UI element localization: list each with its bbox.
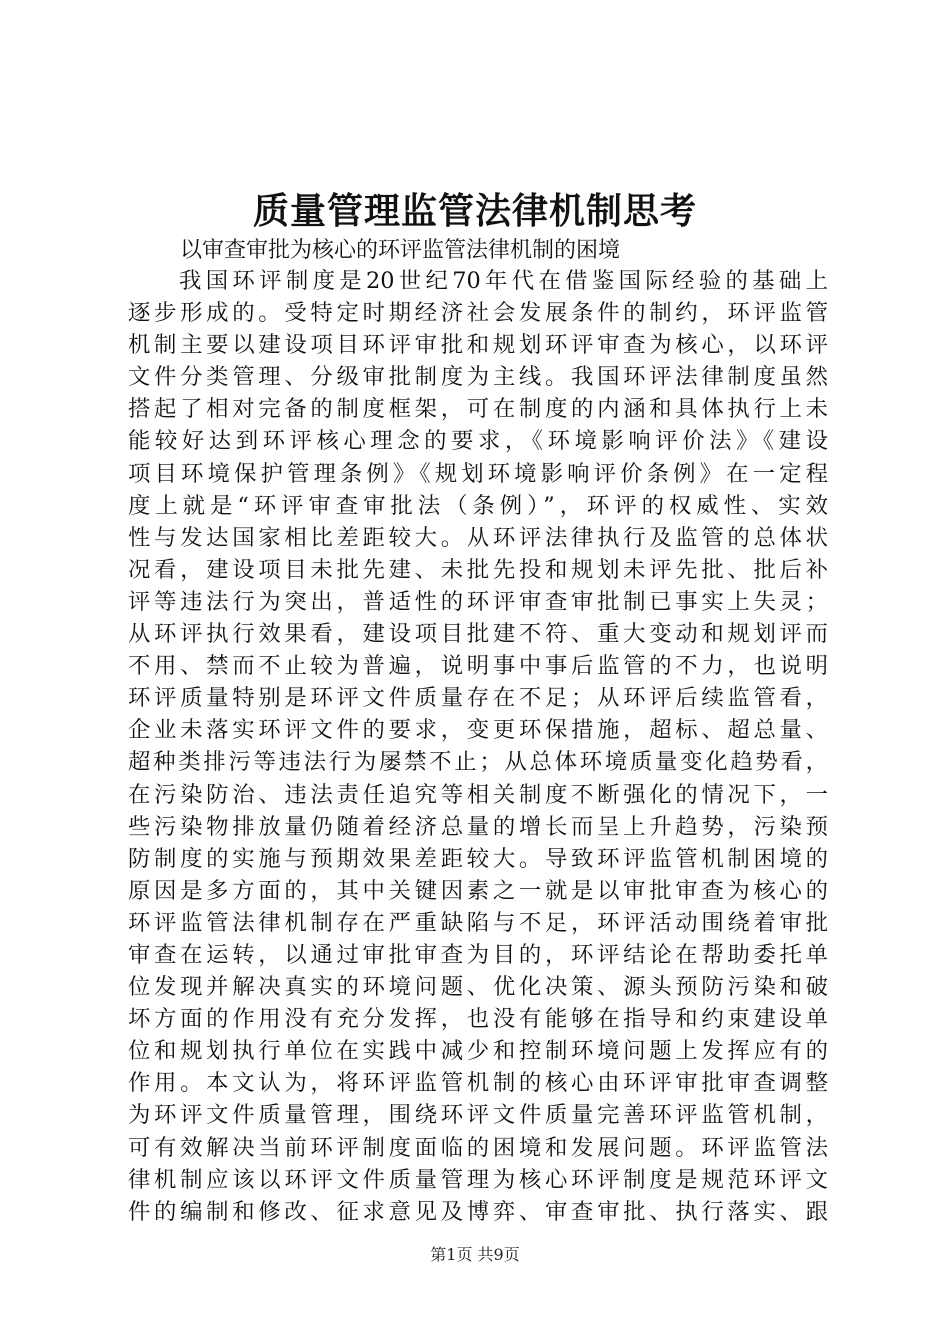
paragraph-line: 些污染物排放量仍随着经济总量的增长而呈上升趋势，污染预 [128,813,828,840]
paragraph-line: 文件分类管理、分级审批制度为主线。我国环评法律制度虽然 [128,364,828,391]
paragraph-line: 搭起了相对完备的制度框架，可在制度的内涵和具体执行上未 [128,396,828,423]
paragraph-line: 项目环境保护管理条例》《规划环境影响评价条例》在一定程 [128,460,828,487]
paragraph-line: 在污染防治、违法责任追究等相关制度不断强化的情况下，一 [128,781,828,808]
paragraph-line: 为环评文件质量管理，围绕环评文件质量完善环评监管机制， [128,1102,828,1129]
paragraph-line: 作用。本文认为，将环评监管机制的核心由环评审批审查调整 [128,1070,828,1097]
paragraph-line: 坏方面的作用没有充分发挥，也没有能够在指导和约束建设单 [128,1006,828,1033]
paragraph-line: 不用、禁而不止较为普遍，说明事中事后监管的不力，也说明 [128,653,828,680]
paragraph-line: 位发现并解决真实的环境问题、优化决策、源头预防污染和破 [128,974,828,1001]
section-heading: 以审查审批为核心的环评监管法律机制的困境 [180,238,621,263]
paragraph-line: 性与发达国家相比差距较大。从环评法律执行及监管的总体状 [128,524,828,551]
paragraph-line: 机制主要以建设项目环评审批和规划环评审查为核心，以环评 [128,332,828,359]
paragraph-line: 逐步形成的。受特定时期经济社会发展条件的制约，环评监管 [128,300,828,327]
paragraph-line: 况看，建设项目未批先建、未批先投和规划未评先批、批后补 [128,556,828,583]
paragraph-line: 企业未落实环评文件的要求，变更环保措施，超标、超总量、 [128,717,828,744]
paragraph-line: 审查在运转，以通过审批审查为目的，环评结论在帮助委托单 [128,941,828,968]
page-footer: 第1页 共9页 [430,1245,520,1264]
paragraph-line: 环评监管法律机制存在严重缺陷与不足，环评活动围绕着审批 [128,909,828,936]
paragraph-line: 能较好达到环评核心理念的要求，《环境影响评价法》《建设 [128,428,828,455]
paragraph-line: 件的编制和修改、征求意见及博弈、审查审批、执行落实、跟 [128,1198,828,1225]
paragraph-line: 度上就是“环评审查审批法（条例）”，环评的权威性、实效 [128,492,828,519]
paragraph-line: 位和规划执行单位在实践中减少和控制环境问题上发挥应有的 [128,1038,828,1065]
paragraph-line: 环评质量特别是环评文件质量存在不足；从环评后续监管看， [128,685,828,712]
paragraph-line: 从环评执行效果看，建设项目批建不符、重大变动和规划评而 [128,621,828,648]
paragraph-line: 评等违法行为突出，普适性的环评审查审批制已事实上失灵； [128,588,828,615]
body-paragraph [128,265,828,1228]
paragraph-line: 超种类排污等违法行为屡禁不止；从总体环境质量变化趋势看， [128,749,828,776]
paragraph-line: 防制度的实施与预期效果差距较大。导致环评监管机制困境的 [128,845,828,872]
paragraph-line: 原因是多方面的，其中关键因素之一就是以审批审查为核心的 [128,877,828,904]
paragraph-line: 可有效解决当前环评制度面临的困境和发展问题。环评监管法 [128,1134,828,1161]
document-title: 质量管理监管法律机制思考 [252,190,697,232]
paragraph-line: 我国环评制度是20世纪70年代在借鉴国际经验的基础上 [179,268,828,294]
paragraph-line: 律机制应该以环评文件质量管理为核心环评制度是规范环评文 [128,1166,828,1193]
